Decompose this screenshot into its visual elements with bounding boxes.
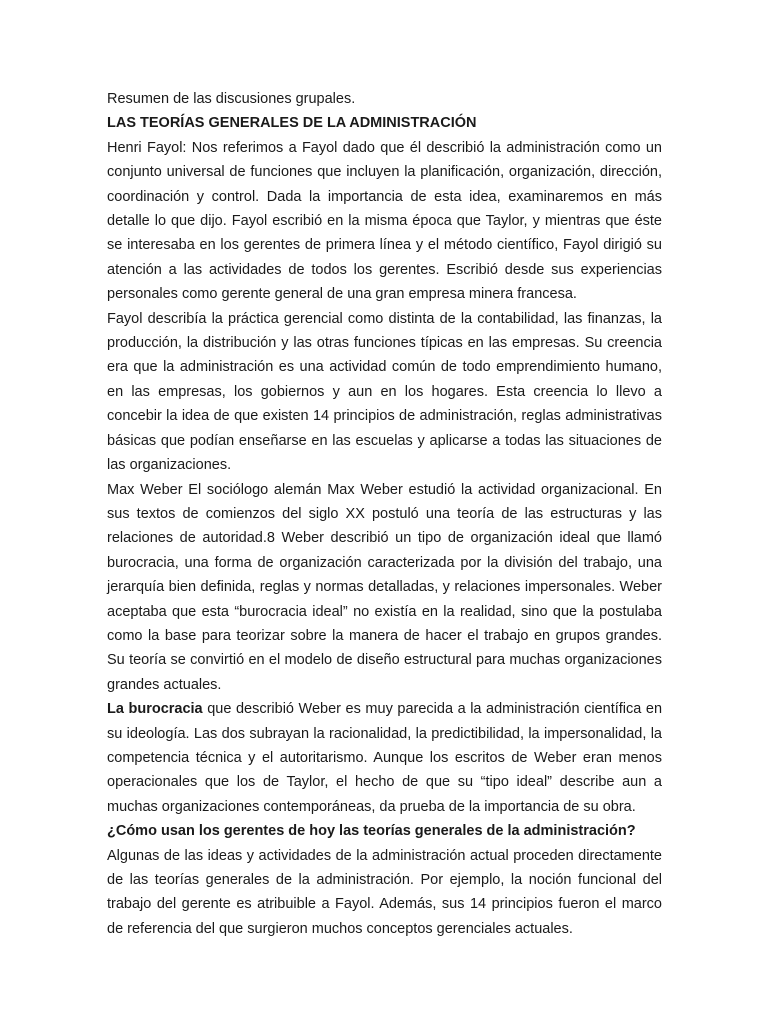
burocracia-lead: La burocracia [107, 701, 203, 718]
intro-line: Resumen de las discusiones grupales. [107, 91, 356, 107]
paragraph-fayol-2: Fayol describía la práctica gerencial como distinta de la contabilidad, las finanzas, la producción, la distribución y las otras funciones típicas en las empresas. Su creencia era que la administración es una actividad común de todo emprendimiento humano, en las empresas, los gobiernos y aun en los hogares. Esta creencia lo llevo a concebir la idea de que existen 14 principios de administración, reglas administrativas básicas que podían enseñarse en las escuelas y aplicarse a todas las situaciones de las organizaciones. [107, 310, 662, 474]
burocracia-rest: que describió Weber es muy parecida a la administración científica en su ideología. Las dos subrayan la racionalidad, la predictibilidad, la impersonalidad, la competencia técnica y el autoritarismo. Aunque los escritos de Weber eran menos operacionales que los de Taylor, el hecho de que su “tipo ideal” describe aun a muchas organizaciones contemporáneas, da prueba de la importancia de su obra. [107, 701, 663, 815]
paragraph-burocracia [107, 697, 662, 819]
question-heading: ¿Cómo usan los gerentes de hoy las teorías generales de la administración? [107, 823, 636, 840]
paragraph-final: Algunas de las ideas y actividades de la administración actual proceden directamente de las teorías generales de la administración. Por ejemplo, la noción funcional del trabajo del gerente es atribuible a Fayol. Además, sus 14 principios fueron el marco de referencia del que surgieron muchos conceptos gerenciales actuales. [107, 847, 662, 937]
section-heading: LAS TEORÍAS GENERALES DE LA ADMINISTRACIÓN [107, 115, 477, 132]
paragraph-weber: Max Weber El sociólogo alemán Max Weber estudió la actividad organizacional. En sus textos de comienzos del siglo XX postuló una teoría de las estructuras y las relaciones de autoridad.8 Weber describió un tipo de organización ideal que llamó burocracia, una forma de organización caracterizada por la división del trabajo, una jerarquía bien definida, reglas y normas detalladas, y relaciones impersonales. Weber aceptaba que esta “burocracia ideal” no existía en la realidad, sino que la postulaba como la base para teorizar sobre la manera de hacer el trabajo en grupos grandes. Su teoría se convirtió en el modelo de diseño estructural para muchas organizaciones grandes actuales. [107, 481, 662, 693]
document-page [107, 87, 662, 941]
paragraph-fayol-1: Henri Fayol: Nos referimos a Fayol dado que él describió la administración como un conjunto universal de funciones que incluyen la planificación, organización, dirección, coordinación y control. Dada la importancia de esta idea, examinaremos en más detalle lo que dijo. Fayol escribió en la misma época que Taylor, y mientras que éste se interesaba en los gerentes de primera línea y el método científico, Fayol dirigió su atención a las actividades de todos los gerentes. Escribió desde sus experiencias personales como gerente general de una gran empresa minera francesa. [107, 139, 662, 303]
